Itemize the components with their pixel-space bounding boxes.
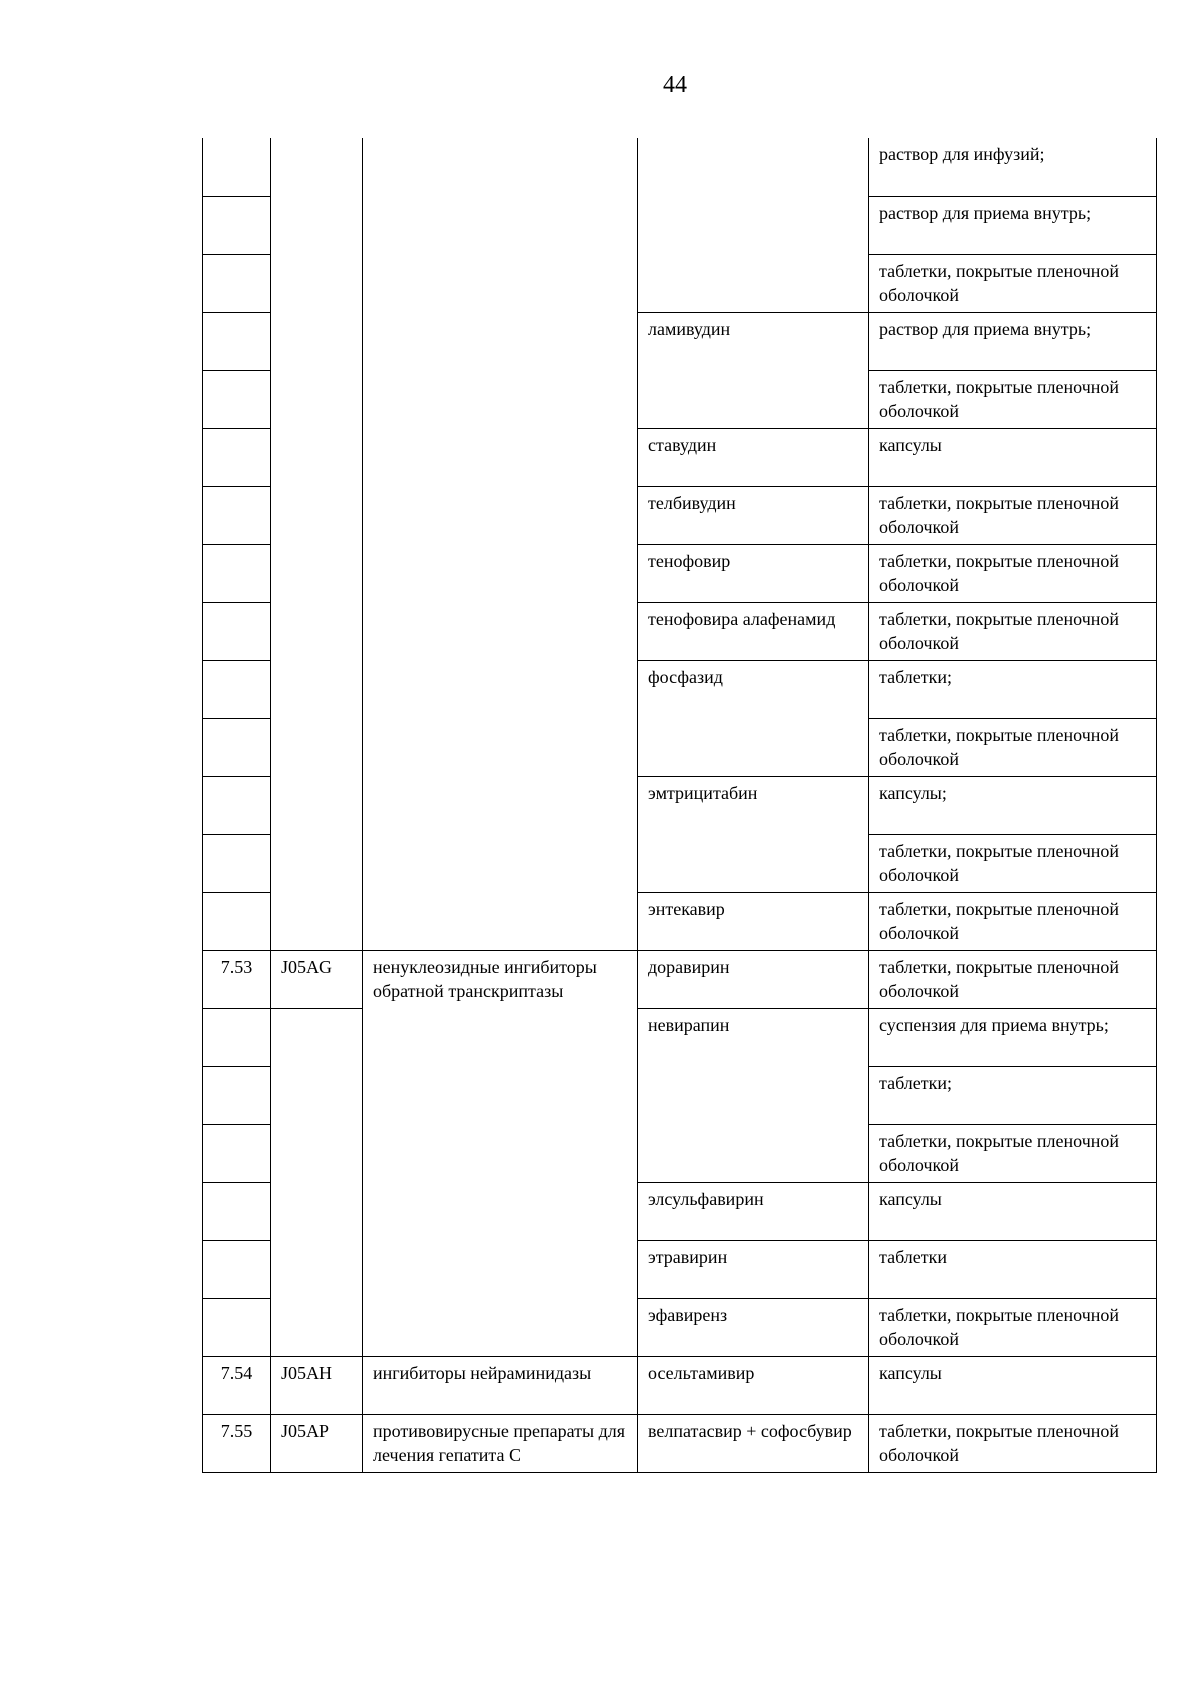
drug-name-cell: невирапин — [638, 1008, 869, 1182]
group-name-cell: ингибиторы нейраминидазы — [363, 1356, 638, 1414]
dosage-form-cell: таблетки, покрытые пленочной оболочкой — [869, 834, 1157, 892]
row-number-cell — [203, 254, 271, 312]
row-number-cell — [203, 1298, 271, 1356]
dosage-form-cell: раствор для приема внутрь; — [869, 312, 1157, 370]
dosage-form-cell: таблетки, покрытые пленочной оболочкой — [869, 950, 1157, 1008]
drug-name-cell: тенофовира алафенамид — [638, 602, 869, 660]
row-number-cell — [203, 370, 271, 428]
table-row — [203, 1356, 1157, 1414]
atc-code-cell — [271, 1008, 363, 1356]
table-row — [203, 1414, 1157, 1472]
row-number-cell — [203, 892, 271, 950]
row-number-cell — [203, 1240, 271, 1298]
drug-name-cell: тенофовир — [638, 544, 869, 602]
row-number-cell — [203, 834, 271, 892]
group-name-cell — [363, 138, 638, 950]
row-number-cell — [203, 602, 271, 660]
drug-name-cell: доравирин — [638, 950, 869, 1008]
row-number-cell — [203, 1066, 271, 1124]
dosage-form-cell: таблетки, покрытые пленочной оболочкой — [869, 370, 1157, 428]
dosage-form-cell: таблетки, покрытые пленочной оболочкой — [869, 718, 1157, 776]
group-name-cell: противовирусные препараты для лечения гепатита С — [363, 1414, 638, 1472]
drug-name-cell: велпатасвир + софосбувир — [638, 1414, 869, 1472]
row-number-cell — [203, 776, 271, 834]
dosage-form-cell: суспензия для приема внутрь; — [869, 1008, 1157, 1066]
dosage-form-cell: капсулы — [869, 1182, 1157, 1240]
drug-name-cell: ставудин — [638, 428, 869, 486]
dosage-form-cell: таблетки, покрытые пленочной оболочкой — [869, 602, 1157, 660]
dosage-form-cell: таблетки, покрытые пленочной оболочкой — [869, 1298, 1157, 1356]
dosage-form-cell: таблетки; — [869, 1066, 1157, 1124]
row-number-cell — [203, 196, 271, 254]
row-number-cell — [203, 312, 271, 370]
drug-name-cell: ламивудин — [638, 312, 869, 428]
dosage-form-cell: таблетки; — [869, 660, 1157, 718]
table-row — [203, 138, 1157, 196]
drug-name-cell: фосфазид — [638, 660, 869, 776]
row-number-cell — [203, 486, 271, 544]
row-number-cell — [203, 428, 271, 486]
dosage-form-cell: раствор для приема внутрь; — [869, 196, 1157, 254]
table-row — [203, 1008, 1157, 1066]
dosage-form-cell: капсулы; — [869, 776, 1157, 834]
page-number: 44 — [663, 72, 687, 98]
dosage-form-cell: таблетки — [869, 1240, 1157, 1298]
dosage-form-cell: таблетки, покрытые пленочной оболочкой — [869, 1124, 1157, 1182]
drug-name-cell: осельтамивир — [638, 1356, 869, 1414]
row-number-cell: 7.54 — [203, 1356, 271, 1414]
atc-code-cell: J05AP — [271, 1414, 363, 1472]
drug-name-cell — [638, 138, 869, 312]
dosage-form-cell: таблетки, покрытые пленочной оболочкой — [869, 1414, 1157, 1472]
row-number-cell — [203, 544, 271, 602]
drug-name-cell: энтекавир — [638, 892, 869, 950]
row-number-cell: 7.55 — [203, 1414, 271, 1472]
atc-code-cell: J05AG — [271, 950, 363, 1008]
drug-name-cell: элсульфавирин — [638, 1182, 869, 1240]
row-number-cell — [203, 1182, 271, 1240]
row-number-cell — [203, 1008, 271, 1066]
drug-name-cell: эфавиренз — [638, 1298, 869, 1356]
drug-name-cell: этравирин — [638, 1240, 869, 1298]
row-number-cell — [203, 138, 271, 196]
row-number-cell — [203, 660, 271, 718]
row-number-cell: 7.53 — [203, 950, 271, 1008]
atc-code-cell: J05AH — [271, 1356, 363, 1414]
table-row — [203, 950, 1157, 1008]
dosage-form-cell: капсулы — [869, 428, 1157, 486]
dosage-form-cell: таблетки, покрытые пленочной оболочкой — [869, 254, 1157, 312]
drug-table — [202, 138, 1157, 1473]
dosage-form-cell: капсулы — [869, 1356, 1157, 1414]
row-number-cell — [203, 1124, 271, 1182]
atc-code-cell — [271, 138, 363, 950]
dosage-form-cell: раствор для инфузий; — [869, 138, 1157, 196]
row-number-cell — [203, 718, 271, 776]
drug-name-cell: телбивудин — [638, 486, 869, 544]
drug-name-cell: эмтрицитабин — [638, 776, 869, 892]
dosage-form-cell: таблетки, покрытые пленочной оболочкой — [869, 892, 1157, 950]
group-name-cell: ненуклеозидные ингибиторы обратной транскриптазы — [363, 950, 638, 1356]
dosage-form-cell: таблетки, покрытые пленочной оболочкой — [869, 486, 1157, 544]
dosage-form-cell: таблетки, покрытые пленочной оболочкой — [869, 544, 1157, 602]
